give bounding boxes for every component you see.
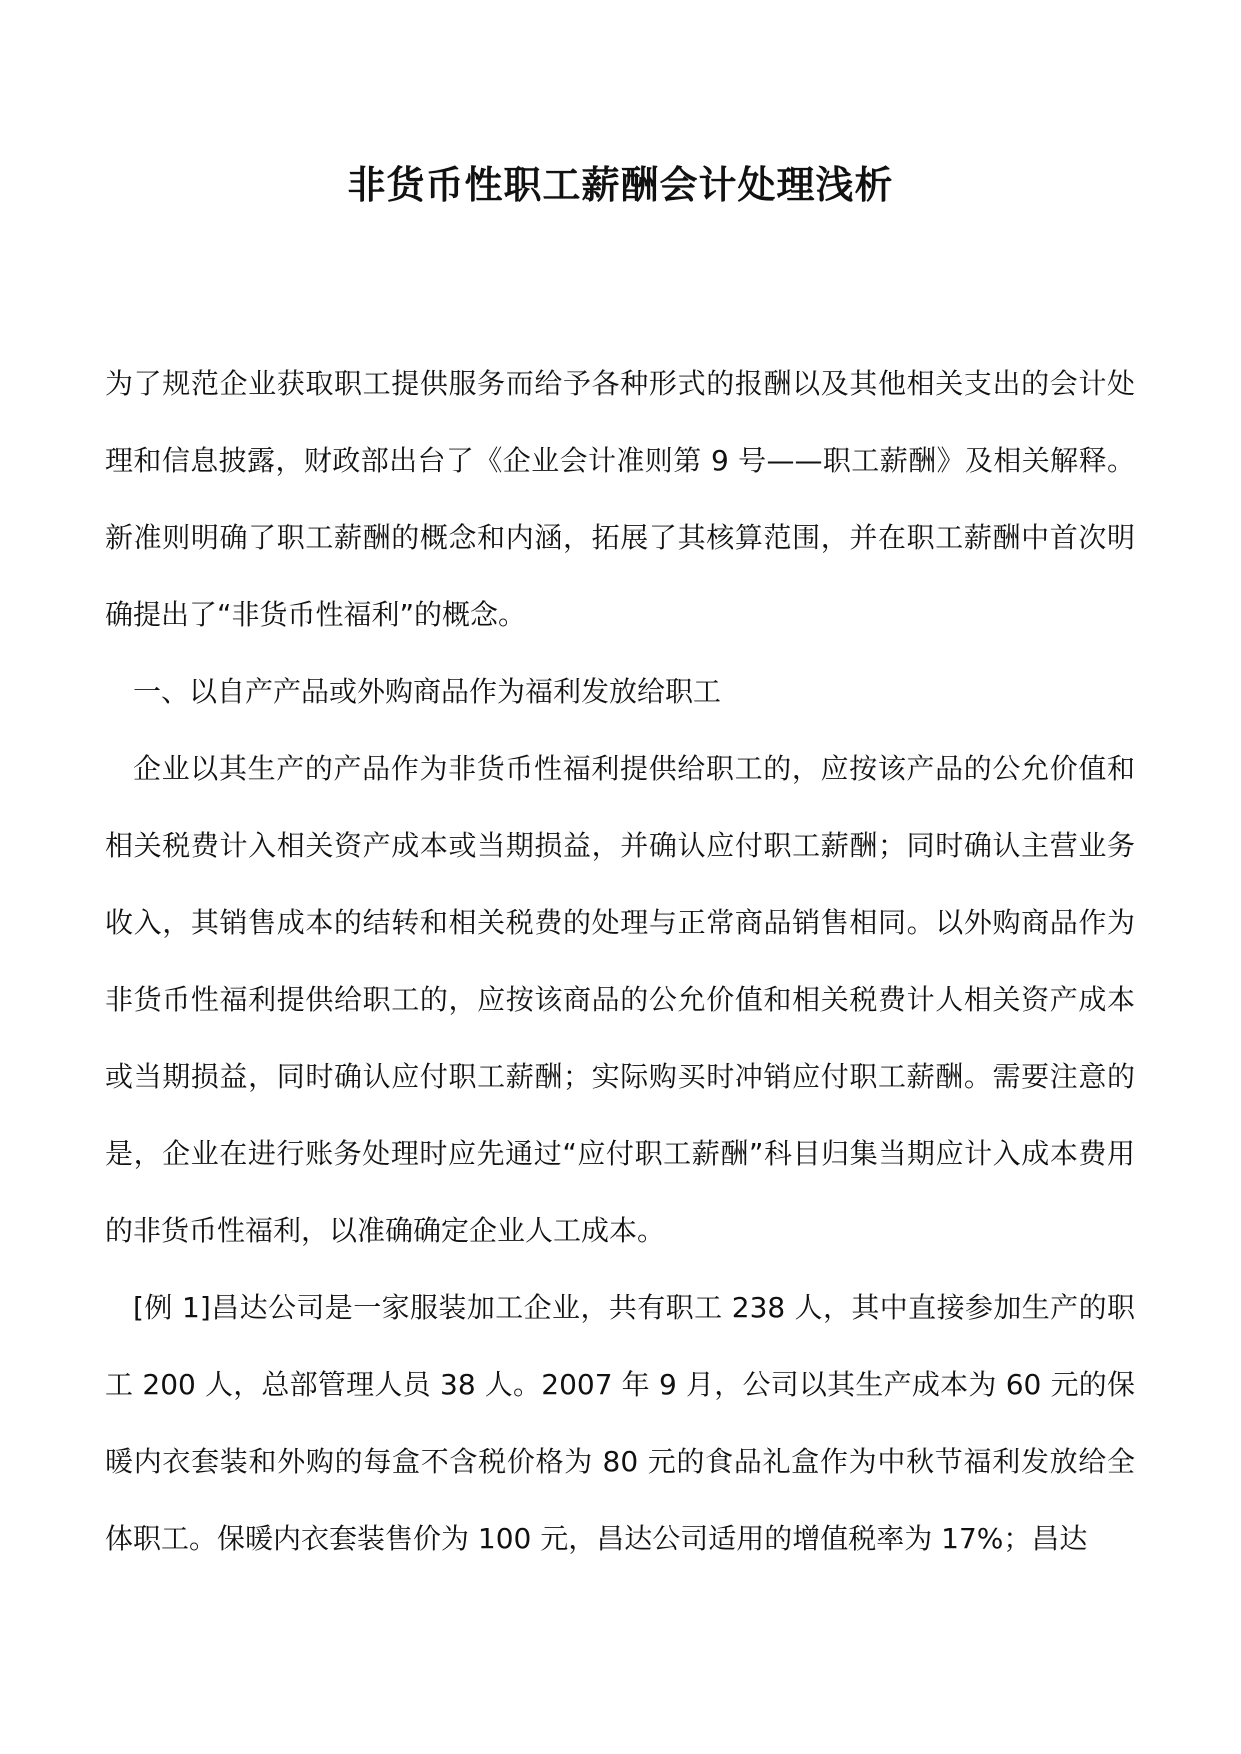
paragraph-intro: 为了规范企业获取职工提供服务而给予各种形式的报酬以及其他相关支出的会计处理和信息披露，财政部出台了《企业会计准则第 9 号——职工薪酬》及相关解释。新准则明确了职工薪酬的概念和内涵，拓展了其核算范围，并在职工薪酬中首次明确提出了“非货币性福利”的概念。 [105, 367, 1135, 631]
document-body [105, 345, 1135, 1577]
paragraph-example: [例 1]昌达公司是一家服装加工企业，共有职工 238 人，其中直接参加生产的职工 200 人，总部管理人员 38 人。2007 年 9 月，公司以其生产成本为 60 元的保暖内衣套装和外购的每盒不含税价格为 80 元的食品礼盒作为中秋节福利发放给全体职工。保暖内衣套装售价为 100 元，昌达公司适用的增值税率为 17%；昌达 [105, 1291, 1135, 1555]
paragraph-accounting-rule: 企业以其生产的产品作为非货币性福利提供给职工的，应按该产品的公允价值和相关税费计入相关资产成本或当期损益，并确认应付职工薪酬；同时确认主营业务收入，其销售成本的结转和相关税费的处理与正常商品销售相同。以外购商品作为非货币性福利提供给职工的，应按该商品的公允价值和相关税费计人相关资产成本或当期损益，同时确认应付职工薪酬；实际购买时冲销应付职工薪酬。需要注意的是，企业在进行账务处理时应先通过“应付职工薪酬”科目归集当期应计入成本费用的非货币性福利，以准确确定企业人工成本。 [105, 752, 1135, 1247]
document-title: 非货币性职工薪酬会计处理浅析 [347, 162, 894, 207]
section-heading: 一、以自产产品或外购商品作为福利发放给职工 [133, 675, 722, 708]
